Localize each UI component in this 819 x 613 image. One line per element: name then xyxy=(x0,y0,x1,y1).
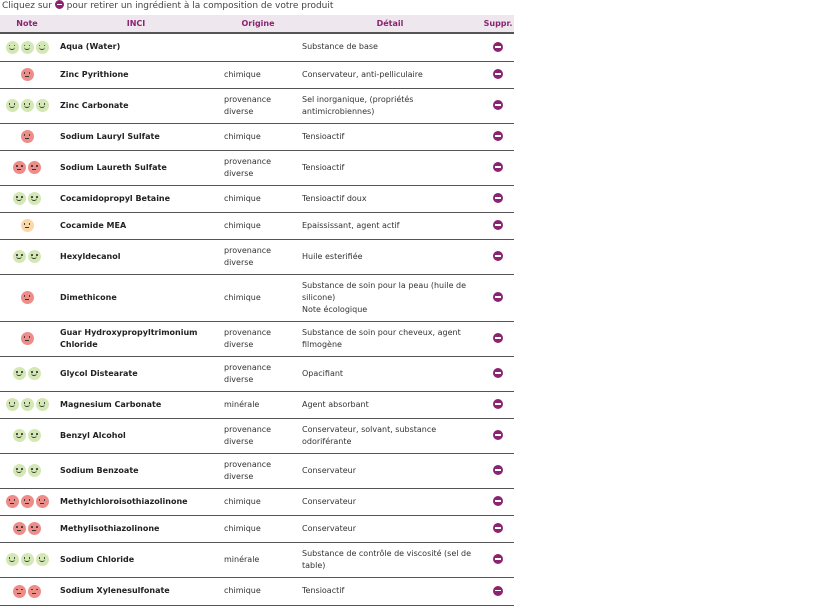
remove-ingredient-button[interactable] xyxy=(493,220,503,230)
rating-face-icon xyxy=(36,495,49,508)
note-cell xyxy=(0,61,54,88)
rating-face-icon xyxy=(13,585,26,598)
rating-face-icon xyxy=(21,219,34,232)
suppr-cell xyxy=(482,488,514,515)
detail-value: Substance de contrôle de viscosité (sel de table) xyxy=(298,542,482,577)
origine-value: chimique xyxy=(218,212,298,239)
note-cell xyxy=(0,150,54,185)
origine-value xyxy=(218,33,298,61)
origine-value: minérale xyxy=(218,542,298,577)
table-row xyxy=(0,542,514,577)
origine-value: chimique xyxy=(218,61,298,88)
origine-value: chimique xyxy=(218,274,298,321)
inci-name: Zinc Pyrithione xyxy=(54,61,218,88)
origine-value: chimique xyxy=(218,577,298,605)
table-row xyxy=(0,356,514,391)
rating-face-icon xyxy=(36,398,49,411)
rating-face-icon xyxy=(21,99,34,112)
note-cell xyxy=(0,212,54,239)
suppr-cell xyxy=(482,321,514,356)
note-cell xyxy=(0,356,54,391)
remove-ingredient-button[interactable] xyxy=(493,292,503,302)
inci-name: Cocamidopropyl Betaine xyxy=(54,185,218,212)
note-cell xyxy=(0,88,54,123)
inci-name: Zinc Carbonate xyxy=(54,88,218,123)
rating-face-icon xyxy=(21,130,34,143)
table-row xyxy=(0,123,514,150)
inci-name: Cocamide MEA xyxy=(54,212,218,239)
suppr-cell xyxy=(482,418,514,453)
rating-face-icon xyxy=(13,250,26,263)
rating-face-icon xyxy=(21,291,34,304)
suppr-cell xyxy=(482,61,514,88)
remove-ingredient-button[interactable] xyxy=(493,496,503,506)
table-row xyxy=(0,61,514,88)
table-header-row xyxy=(0,15,514,33)
header-suppr: Suppr. xyxy=(482,15,514,33)
note-cell xyxy=(0,239,54,274)
table-row xyxy=(0,515,514,542)
rating-face-icon xyxy=(13,429,26,442)
rating-face-icon xyxy=(28,522,41,535)
table-row xyxy=(0,239,514,274)
origine-value: provenance diverse xyxy=(218,150,298,185)
rating-face-icon xyxy=(13,367,26,380)
rating-face-icon xyxy=(6,398,19,411)
inci-name: Aqua (Water) xyxy=(54,33,218,61)
intro-text xyxy=(2,0,333,12)
origine-value: chimique xyxy=(218,515,298,542)
table-row xyxy=(0,577,514,605)
table-row xyxy=(0,274,514,321)
table-row xyxy=(0,391,514,418)
rating-face-icon xyxy=(28,585,41,598)
table-row xyxy=(0,321,514,356)
detail-value: Substance de base xyxy=(298,33,482,61)
rating-face-icon xyxy=(21,68,34,81)
rating-face-icon xyxy=(6,41,19,54)
remove-ingredient-button[interactable] xyxy=(493,554,503,564)
table-row xyxy=(0,185,514,212)
detail-value: Conservateur, solvant, substance odoriférante xyxy=(298,418,482,453)
table-row xyxy=(0,150,514,185)
suppr-cell xyxy=(482,577,514,605)
remove-ingredient-button[interactable] xyxy=(493,251,503,261)
table-row xyxy=(0,418,514,453)
note-cell xyxy=(0,321,54,356)
rating-face-icon xyxy=(21,398,34,411)
origine-value: provenance diverse xyxy=(218,453,298,488)
rating-face-icon xyxy=(36,553,49,566)
detail-value: Agent absorbant xyxy=(298,391,482,418)
origine-value: provenance diverse xyxy=(218,418,298,453)
header-detail: Détail xyxy=(298,15,482,33)
header-note: Note xyxy=(0,15,54,33)
note-cell xyxy=(0,577,54,605)
rating-face-icon xyxy=(28,161,41,174)
inci-name: Sodium Benzoate xyxy=(54,453,218,488)
suppr-cell xyxy=(482,150,514,185)
suppr-cell xyxy=(482,239,514,274)
detail-value: Tensioactif doux xyxy=(298,185,482,212)
origine-value: chimique xyxy=(218,123,298,150)
rating-face-icon xyxy=(6,495,19,508)
remove-ingredient-button[interactable] xyxy=(493,399,503,409)
note-cell xyxy=(0,418,54,453)
suppr-cell xyxy=(482,391,514,418)
rating-face-icon xyxy=(21,495,34,508)
table-row xyxy=(0,33,514,61)
detail-value: Conservateur xyxy=(298,515,482,542)
origine-value: provenance diverse xyxy=(218,356,298,391)
table-row xyxy=(0,488,514,515)
rating-face-icon xyxy=(36,41,49,54)
detail-value: Conservateur xyxy=(298,488,482,515)
rating-face-icon xyxy=(13,522,26,535)
table-row xyxy=(0,88,514,123)
inci-name: Sodium Xylenesulfonate xyxy=(54,577,218,605)
note-cell xyxy=(0,274,54,321)
inci-name: Magnesium Carbonate xyxy=(54,391,218,418)
remove-ingredient-button[interactable] xyxy=(493,100,503,110)
origine-value: provenance diverse xyxy=(218,321,298,356)
origine-value: provenance diverse xyxy=(218,88,298,123)
rating-face-icon xyxy=(21,553,34,566)
remove-ingredient-button[interactable] xyxy=(493,333,503,343)
inci-name: Methylisothiazolinone xyxy=(54,515,218,542)
remove-ingredient-button[interactable] xyxy=(493,430,503,440)
note-cell xyxy=(0,123,54,150)
header-origine: Origine xyxy=(218,15,298,33)
origine-value: minérale xyxy=(218,391,298,418)
note-cell xyxy=(0,515,54,542)
detail-value: Substance de soin pour la peau (huile de silicone) Note écologique xyxy=(298,274,482,321)
origine-value: provenance diverse xyxy=(218,239,298,274)
inci-name: Hexyldecanol xyxy=(54,239,218,274)
note-cell xyxy=(0,185,54,212)
remove-ingredient-button[interactable] xyxy=(493,368,503,378)
rating-face-icon xyxy=(6,99,19,112)
detail-value: Sel inorganique, (propriétés antimicrobiennes) xyxy=(298,88,482,123)
remove-icon xyxy=(55,0,64,9)
origine-value: chimique xyxy=(218,488,298,515)
suppr-cell xyxy=(482,515,514,542)
remove-ingredient-button[interactable] xyxy=(493,131,503,141)
inci-name: Sodium Chloride xyxy=(54,542,218,577)
header-inci: INCI xyxy=(54,15,218,33)
rating-face-icon xyxy=(36,99,49,112)
detail-value: Conservateur xyxy=(298,453,482,488)
detail-value: Epaississant, agent actif xyxy=(298,212,482,239)
table-row xyxy=(0,453,514,488)
rating-face-icon xyxy=(28,464,41,477)
detail-value: Tensioactif xyxy=(298,577,482,605)
suppr-cell xyxy=(482,212,514,239)
suppr-cell xyxy=(482,453,514,488)
inci-name: Sodium Lauryl Sulfate xyxy=(54,123,218,150)
suppr-cell xyxy=(482,542,514,577)
table-row xyxy=(0,212,514,239)
suppr-cell xyxy=(482,185,514,212)
remove-ingredient-button[interactable] xyxy=(493,586,503,596)
rating-face-icon xyxy=(13,192,26,205)
note-cell xyxy=(0,542,54,577)
detail-value: Huile esterifiée xyxy=(298,239,482,274)
suppr-cell xyxy=(482,356,514,391)
detail-value: Tensioactif xyxy=(298,150,482,185)
remove-ingredient-button[interactable] xyxy=(493,465,503,475)
remove-ingredient-button[interactable] xyxy=(493,193,503,203)
intro-before: Cliquez sur xyxy=(2,1,52,11)
rating-face-icon xyxy=(21,41,34,54)
note-cell xyxy=(0,453,54,488)
note-cell xyxy=(0,33,54,61)
intro-after: pour retirer un ingrédient à la composition de votre produit xyxy=(66,1,334,11)
origine-value: chimique xyxy=(218,185,298,212)
suppr-cell xyxy=(482,123,514,150)
note-cell xyxy=(0,391,54,418)
rating-face-icon xyxy=(28,429,41,442)
suppr-cell xyxy=(482,88,514,123)
rating-face-icon xyxy=(13,464,26,477)
remove-ingredient-button[interactable] xyxy=(493,523,503,533)
detail-value: Tensioactif xyxy=(298,123,482,150)
rating-face-icon xyxy=(13,161,26,174)
inci-name: Benzyl Alcohol xyxy=(54,418,218,453)
rating-face-icon xyxy=(28,192,41,205)
remove-ingredient-button[interactable] xyxy=(493,69,503,79)
inci-name: Sodium Laureth Sulfate xyxy=(54,150,218,185)
detail-value: Conservateur, anti-pelliculaire xyxy=(298,61,482,88)
rating-face-icon xyxy=(28,250,41,263)
rating-face-icon xyxy=(28,367,41,380)
inci-name: Methylchloroisothiazolinone xyxy=(54,488,218,515)
note-cell xyxy=(0,488,54,515)
remove-ingredient-button[interactable] xyxy=(493,42,503,52)
suppr-cell xyxy=(482,274,514,321)
detail-value: Substance de soin pour cheveux, agent filmogène xyxy=(298,321,482,356)
inci-name: Glycol Distearate xyxy=(54,356,218,391)
detail-value: Opacifiant xyxy=(298,356,482,391)
rating-face-icon xyxy=(21,332,34,345)
inci-name: Dimethicone xyxy=(54,274,218,321)
remove-ingredient-button[interactable] xyxy=(493,162,503,172)
ingredients-table xyxy=(0,15,514,606)
rating-face-icon xyxy=(6,553,19,566)
inci-name: Guar Hydroxypropyltrimonium Chloride xyxy=(54,321,218,356)
suppr-cell xyxy=(482,33,514,61)
